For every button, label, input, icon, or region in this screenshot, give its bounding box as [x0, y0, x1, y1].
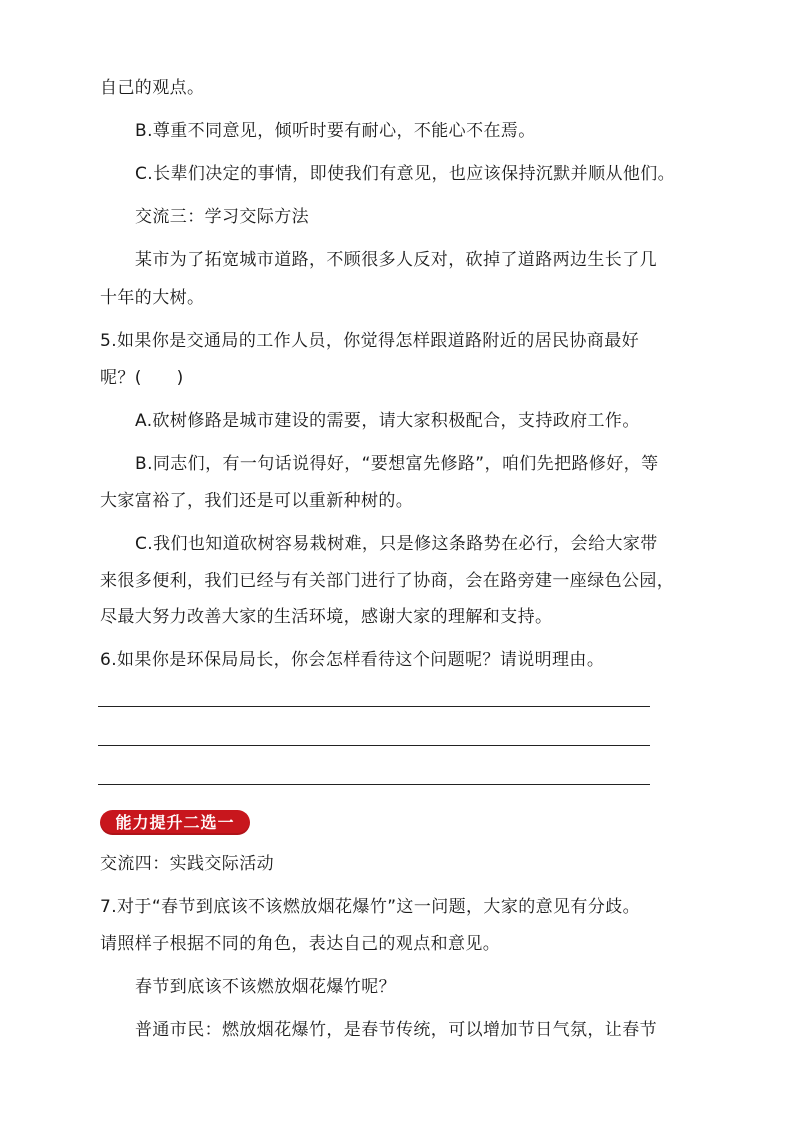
option-c: C.长辈们决定的事情，即使我们有意见，也应该保持沉默并顺从他们。: [135, 164, 676, 184]
passage-line: 十年的大树。: [100, 288, 205, 308]
question-7-cont: 请照样子根据不同的角色，表达自己的观点和意见。: [100, 934, 501, 954]
passage-line: 某市为了拓宽城市道路，不顾很多人反对，砍掉了道路两边生长了几: [135, 250, 657, 270]
question-7: 7.对于“春节到底该不该燃放烟花爆竹”这一问题，大家的意见有分歧。: [100, 897, 641, 917]
question-5-option-b: B.同志们，有一句话说得好，“要想富先修路”，咱们先把路修好，等: [135, 454, 659, 474]
question-5-option-a: A.砍树修路是城市建设的需要，请大家积极配合，支持政府工作。: [135, 411, 640, 431]
answer-line[interactable]: [98, 784, 650, 785]
section-badge: 能力提升二选一: [100, 810, 250, 835]
question-5-option-c: C.我们也知道砍树容易栽树难，只是修这条路势在必行，会给大家带: [135, 534, 658, 554]
answer-line[interactable]: [98, 706, 650, 707]
question-6: 6.如果你是环保局局长，你会怎样看待这个问题呢？请说明理由。: [100, 650, 605, 670]
section-heading-3: 交流三：学习交际方法: [135, 207, 309, 227]
question-7-example: 普通市民：燃放烟花爆竹，是春节传统，可以增加节日气氛，让春节: [135, 1020, 657, 1040]
option-b: B.尊重不同意见，倾听时要有耐心，不能心不在焉。: [135, 121, 536, 141]
question-7-prompt: 春节到底该不该燃放烟花爆竹呢？: [135, 977, 396, 997]
question-5: 5.如果你是交通局的工作人员，你觉得怎样跟道路附近的居民协商最好: [100, 331, 640, 351]
question-5-option-c-cont: 尽最大努力改善大家的生活环境，感谢大家的理解和支持。: [100, 607, 553, 627]
question-5-option-b-cont: 大家富裕了，我们还是可以重新种树的。: [100, 491, 414, 511]
question-5-option-c-cont: 来很多便利，我们已经与有关部门进行了协商，会在路旁建一座绿色公园，: [100, 571, 675, 591]
section-heading-4: 交流四：实践交际活动: [100, 854, 274, 874]
answer-line[interactable]: [98, 745, 650, 746]
question-5-cont: 呢？( ): [100, 368, 184, 388]
text-line: 自己的观点。: [100, 78, 205, 98]
